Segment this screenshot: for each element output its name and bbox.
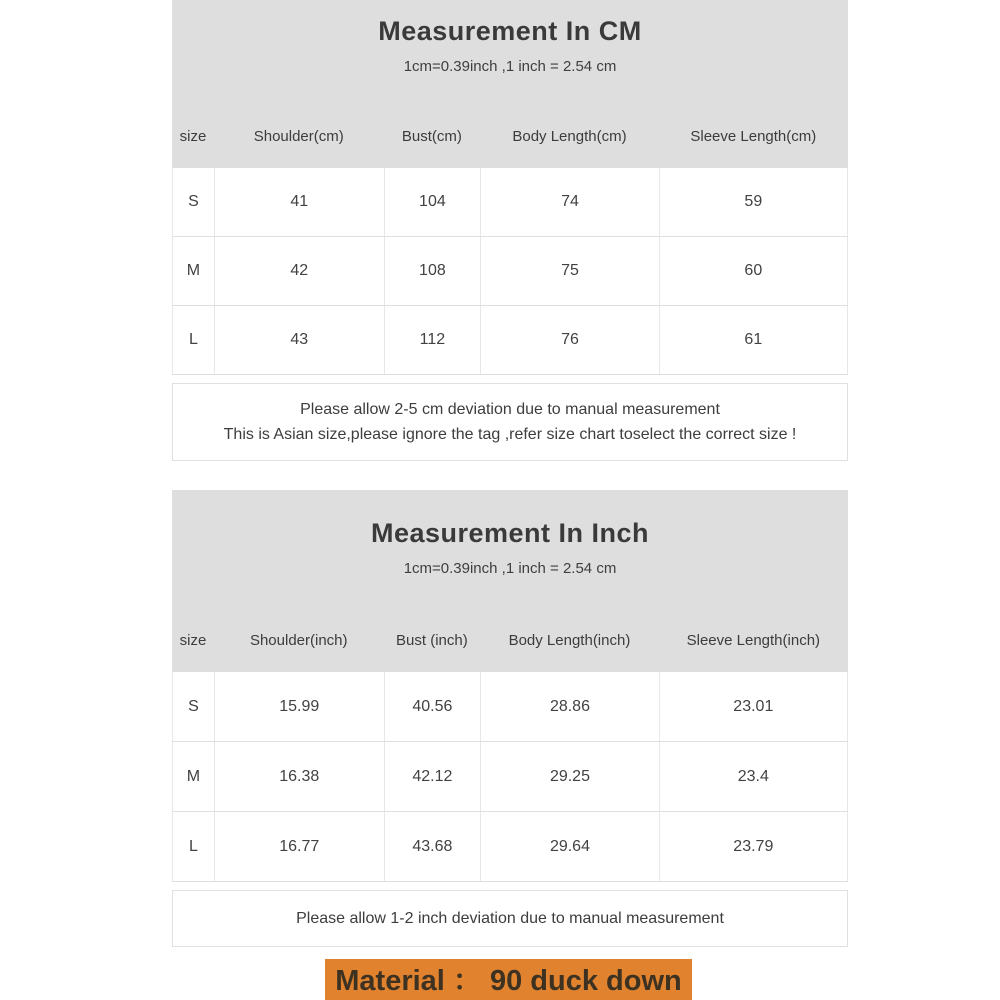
inch-row-s	[172, 672, 848, 742]
inch-section-header	[172, 490, 848, 672]
cell-bust: 108	[384, 237, 481, 305]
cell-shoulder: 42	[214, 237, 384, 305]
cell-shoulder: 16.38	[214, 742, 384, 811]
inch-row-l	[172, 812, 848, 882]
cell-body-length: 29.25	[480, 742, 658, 811]
cell-size: M	[172, 742, 214, 811]
cm-col-header-size: size	[179, 127, 207, 145]
cell-body-length: 75	[480, 237, 658, 305]
material-banner: Material ： 90 duck down	[325, 959, 692, 1000]
cell-sleeve-length: 59	[659, 168, 848, 236]
inch-col-header-bust: Bust (inch)	[396, 631, 468, 649]
cell-body-length: 28.86	[480, 672, 658, 741]
inch-title: Measurement In Inch	[370, 518, 650, 548]
inch-col-header-shoulder: Shoulder(inch)	[249, 631, 348, 649]
cm-row-m	[172, 237, 848, 306]
inch-table-body	[172, 672, 848, 882]
inch-column-headers	[172, 608, 848, 672]
cm-col-header-bust: Bust(cm)	[401, 127, 462, 145]
cell-size: S	[172, 672, 214, 741]
cell-sleeve-length: 23.01	[659, 672, 848, 741]
inch-col-header-body-length: Body Length(inch)	[508, 631, 631, 649]
cm-title: Measurement In CM	[378, 16, 642, 46]
inch-subtitle: 1cm=0.39inch ,1 inch = 2.54 cm	[403, 560, 617, 577]
cell-sleeve-length: 60	[659, 237, 848, 305]
cm-row-l	[172, 306, 848, 375]
cell-body-length: 76	[480, 306, 658, 374]
cell-bust: 43.68	[384, 812, 481, 881]
cell-shoulder: 15.99	[214, 672, 384, 741]
cell-sleeve-length: 61	[659, 306, 848, 374]
inch-note-box	[172, 890, 848, 947]
size-chart-page	[172, 0, 848, 1000]
cell-sleeve-length: 23.4	[659, 742, 848, 811]
cell-shoulder: 43	[214, 306, 384, 374]
cm-col-header-shoulder: Shoulder(cm)	[253, 127, 344, 145]
cm-section-header	[172, 0, 848, 168]
cm-col-header-sleeve-length: Sleeve Length(cm)	[690, 127, 817, 145]
cm-note-line1: Please allow 2-5 cm deviation due to manual measurement	[300, 401, 720, 418]
cm-note-line2: This is Asian size,please ignore the tag ,refer size chart toselect the correct size !	[223, 426, 797, 443]
cm-row-s	[172, 168, 848, 237]
cm-column-headers	[172, 104, 848, 168]
inch-col-header-size: size	[179, 631, 207, 649]
cell-bust: 112	[384, 306, 481, 374]
cell-size: L	[172, 306, 214, 374]
inch-note-line1: Please allow 1-2 inch deviation due to manual measurement	[296, 910, 724, 927]
cell-bust: 40.56	[384, 672, 481, 741]
cell-size: M	[172, 237, 214, 305]
cm-note-box	[172, 383, 848, 461]
cm-col-header-body-length: Body Length(cm)	[512, 127, 627, 145]
cm-subtitle: 1cm=0.39inch ,1 inch = 2.54 cm	[403, 58, 617, 75]
cell-sleeve-length: 23.79	[659, 812, 848, 881]
cm-table-body	[172, 168, 848, 375]
cell-body-length: 74	[480, 168, 658, 236]
cell-shoulder: 16.77	[214, 812, 384, 881]
cell-body-length: 29.64	[480, 812, 658, 881]
cell-bust: 42.12	[384, 742, 481, 811]
inch-row-m	[172, 742, 848, 812]
cell-size: L	[172, 812, 214, 881]
cell-bust: 104	[384, 168, 481, 236]
cell-shoulder: 41	[214, 168, 384, 236]
cell-size: S	[172, 168, 214, 236]
inch-col-header-sleeve-length: Sleeve Length(inch)	[686, 631, 821, 649]
